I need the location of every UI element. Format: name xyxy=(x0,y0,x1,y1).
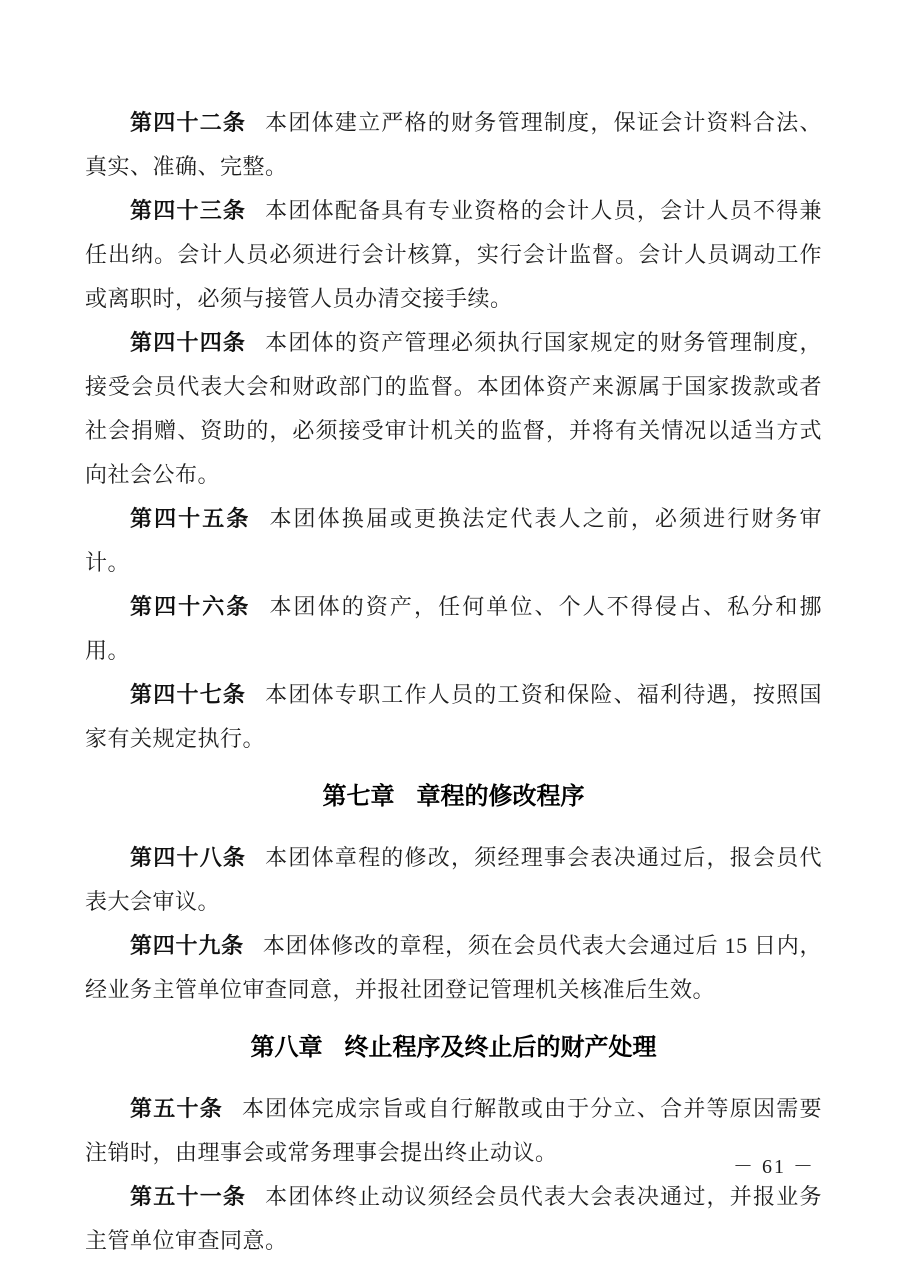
chapter-heading xyxy=(85,1026,822,1070)
document-body xyxy=(85,101,822,1263)
chapter-title: 终止程序及终止后的财产处理 xyxy=(344,1034,657,1061)
article-number-label: 第四十二条 xyxy=(130,110,247,135)
article-text: 本团体专职工作人员的工资和保险、福利待遇，按照国家有关规定执行。 xyxy=(85,682,822,751)
article-number-label: 第四十四条 xyxy=(130,330,247,355)
article-paragraph xyxy=(85,585,822,673)
chapter-number: 第八章 xyxy=(250,1034,323,1061)
article-text: 本团体换届或更换法定代表人之前，必须进行财务审计。 xyxy=(85,506,822,575)
article-text: 本团体完成宗旨或自行解散或由于分立、合并等原因需要注销时，由理事会或常务理事会提出终止动议。 xyxy=(85,1096,822,1165)
article-number-label: 第五十条 xyxy=(130,1096,223,1121)
chapter-title: 章程的修改程序 xyxy=(416,783,585,810)
article-text: 本团体章程的修改，须经理事会表决通过后，报会员代表大会审议。 xyxy=(85,845,822,914)
article-paragraph xyxy=(85,1087,822,1175)
article-text: 本团体的资产管理必须执行国家规定的财务管理制度，接受会员代表大会和财政部门的监督。本团体资产来源属于国家拨款或者社会捐赠、资助的，必须接受审计机关的监督，并将有关情况以适当方式向社会公布。 xyxy=(85,330,822,487)
article-number-label: 第五十一条 xyxy=(130,1184,247,1209)
page-number: － 61 － xyxy=(733,1156,815,1178)
article-number-label: 第四十七条 xyxy=(130,682,247,707)
article-paragraph xyxy=(85,101,822,189)
article-paragraph xyxy=(85,497,822,585)
article-paragraph xyxy=(85,924,822,1012)
article-number-label: 第四十六条 xyxy=(130,594,251,619)
article-paragraph xyxy=(85,1175,822,1263)
article-text: 本团体配备具有专业资格的会计人员，会计人员不得兼任出纳。会计人员必须进行会计核算，实行会计监督。会计人员调动工作或离职时，必须与接管人员办清交接手续。 xyxy=(85,198,822,311)
article-text: 本团体建立严格的财务管理制度，保证会计资料合法、真实、准确、完整。 xyxy=(85,110,822,179)
article-paragraph xyxy=(85,321,822,497)
chapter-number: 第七章 xyxy=(322,783,395,810)
article-text: 本团体的资产，任何单位、个人不得侵占、私分和挪用。 xyxy=(85,594,822,663)
article-paragraph xyxy=(85,189,822,321)
article-number-label: 第四十五条 xyxy=(130,506,251,531)
article-text: 本团体修改的章程，须在会员代表大会通过后 15 日内，经业务主管单位审查同意，并报社团登记管理机关核准后生效。 xyxy=(85,933,822,1002)
article-paragraph xyxy=(85,836,822,924)
article-number-label: 第四十三条 xyxy=(130,198,247,223)
article-number-label: 第四十九条 xyxy=(130,933,244,958)
article-text: 本团体终止动议须经会员代表大会表决通过，并报业务主管单位审查同意。 xyxy=(85,1184,822,1253)
article-paragraph xyxy=(85,673,822,761)
article-number-label: 第四十八条 xyxy=(130,845,247,870)
chapter-heading xyxy=(85,775,822,819)
